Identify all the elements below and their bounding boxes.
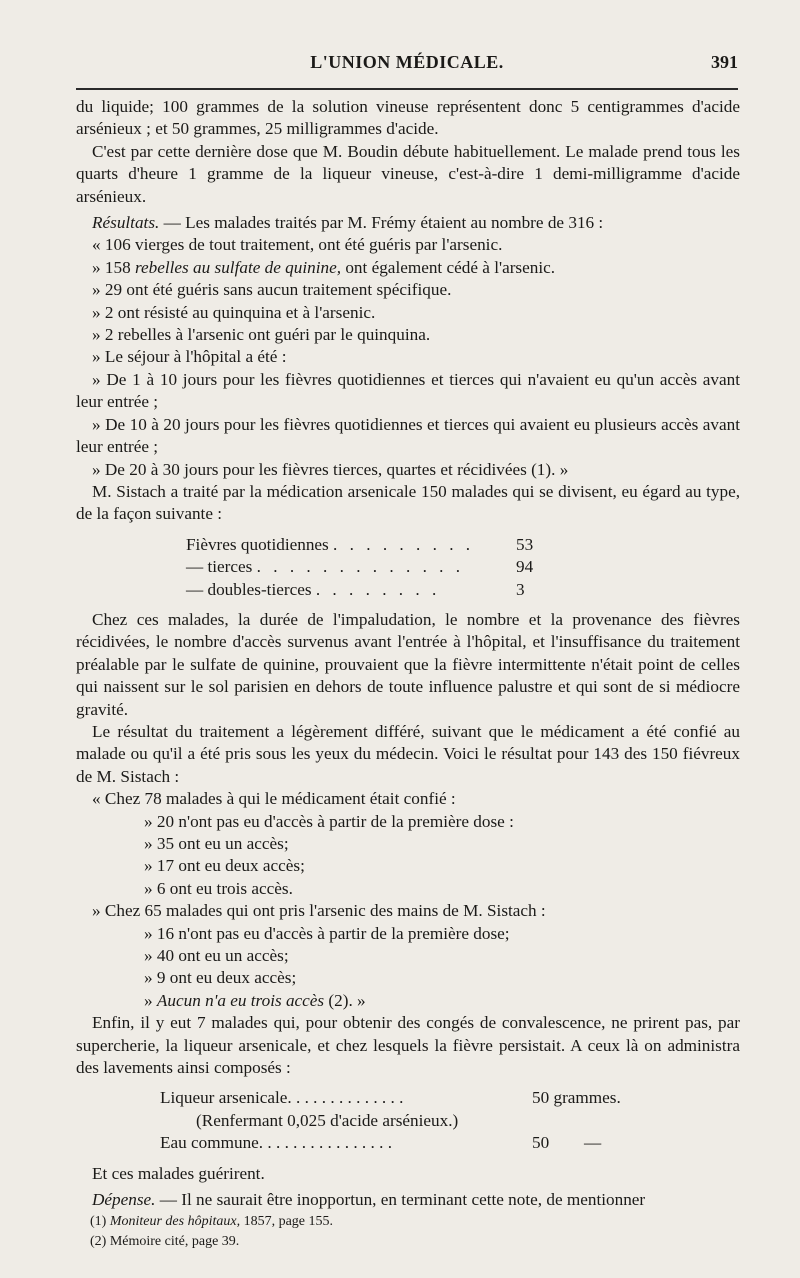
quote-prefix: »: [144, 990, 157, 1010]
quote-line: » 17 ont eu deux accès;: [144, 856, 305, 876]
quote-line: » Chez 65 malades qui ont pris l'arsenic des mains de M. Sistach :: [92, 901, 546, 921]
quote-line: [76, 990, 740, 1012]
quote-line: « 106 vierges de tout traitement, ont été guéris par l'arsenic.: [92, 235, 503, 255]
expense-paragraph: [76, 1189, 740, 1211]
formula-label: Liqueur arsenicale. . . . . . . . . . . . . .: [160, 1088, 404, 1108]
footnote-source: Moniteur des hôpitaux,: [109, 1214, 241, 1229]
quote-line: » 16 n'ont pas eu d'accès à partir de la première dose;: [144, 923, 510, 943]
tally-value: 3: [516, 579, 525, 599]
footnote: (2) Mémoire cité, page 39.: [90, 1234, 240, 1249]
quote-line: » 2 rebelles à l'arsenic ont guéri par le quinquina.: [92, 325, 431, 345]
formula-value: 50 grammes.: [532, 1088, 621, 1108]
formula-line: [76, 1132, 740, 1154]
quote-suffix: ont également cédé à l'arsenic.: [341, 257, 556, 277]
footnote: [90, 1212, 333, 1232]
formula-unit: —: [584, 1133, 602, 1153]
quote-line: » 9 ont eu deux accès;: [144, 968, 297, 988]
quote-line: » 29 ont été guéris sans aucun traitement spécifique.: [92, 280, 452, 300]
paragraph: C'est par cette dernière dose que M. Boudin débute habituellement. Le malade prend tous les quarts d'heure 1 gramme de la liqueur vineuse, c'est-à-dire 1 demi-milligramme d'acide arsénieux.: [76, 141, 740, 206]
tally-label: — tierces: [186, 557, 253, 577]
formula-label: Eau commune. . . . . . . . . . . . . . . .: [160, 1133, 392, 1153]
page-number: 391: [711, 52, 738, 72]
results-paragraph: [76, 212, 740, 234]
quote-line: » 2 ont résisté au quinquina et à l'arsenic.: [92, 302, 376, 322]
formula-value: 50: [532, 1133, 550, 1153]
quote-suffix: (2). »: [324, 990, 366, 1010]
paragraph: Chez ces malades, la durée de l'impaludation, le nombre et la provenance des fièvres récidivées, le nombre d'accès survenus avant l'entrée à l'hôpital, et l'insuffisance du traitement préalable par le sulfate de quinine, prouvaient que la fièvre intermittente n'était point de celles qui naissent sur le sol parisien en dehors de toute influence palustre et qui sont de si médiocre gravité.: [76, 609, 740, 719]
paragraph: Le résultat du traitement a légèrement différé, suivant que le médicament a été confié au malade ou qu'il a été pris sous les yeux du médecin. Voici le résultat pour 143 des 150 fiévreux de M. Sistach :: [76, 721, 740, 786]
quote-line: « Chez 78 malades à qui le médicament était confié :: [92, 789, 456, 809]
quote-line: » 35 ont eu un accès;: [144, 833, 289, 853]
footnotes: [90, 1212, 333, 1252]
paragraph: M. Sistach a traité par la médication arsenicale 150 malades qui se divisent, eu égard au type, de la façon suivante :: [76, 481, 740, 524]
spacer: [76, 1079, 740, 1087]
paragraph: Et ces malades guérirent.: [92, 1163, 265, 1183]
spacer: [76, 526, 740, 534]
tally-dots: . . . . . . . . .: [333, 534, 475, 554]
quote-prefix: » 158: [92, 257, 135, 277]
page-header: [76, 52, 738, 82]
quote-emphasis: rebelles au sulfate de quinine,: [134, 257, 342, 277]
header-rule: [76, 88, 738, 90]
quote-line: » 40 ont eu un accès;: [144, 945, 289, 965]
quote-line: » De 20 à 30 jours pour les fièvres tierces, quartes et récidivées (1). »: [92, 459, 569, 479]
quote-line: » 20 n'ont pas eu d'accès à partir de la première dose :: [144, 811, 514, 831]
tally-value: 53: [516, 534, 534, 554]
page-body: [76, 96, 740, 1211]
results-label: Résultats.: [92, 213, 160, 233]
expense-text: — Il ne saurait être inopportun, en terminant cette note, de mentionner: [155, 1190, 646, 1209]
tally-dots: . . . . . . . . . . . . .: [256, 557, 465, 577]
quote-line: » De 10 à 20 jours pour les fièvres quotidiennes et tierces qui avaient eu plusieurs accès avant leur entrée ;: [76, 414, 740, 457]
results-text: — Les malades traités par M. Frémy étaient au nombre de 316 :: [159, 213, 604, 233]
tally-value: 94: [516, 557, 534, 577]
quote-emphasis: Aucun n'a eu trois accès: [156, 990, 325, 1010]
tally-row: [76, 534, 740, 556]
spacer: [76, 601, 740, 609]
tally-row: [76, 556, 740, 578]
quote-line: » De 1 à 10 jours pour les fièvres quotidiennes et tierces qui n'avaient eu qu'un accès avant leur entrée ;: [76, 369, 740, 412]
paragraph: Enfin, il y eut 7 malades qui, pour obtenir des congés de convalescence, ne prirent pas, par supercherie, la liqueur arsenicale, et chez lesquels la fièvre persistait. A ceux là on administra des lavements ainsi composés :: [76, 1013, 740, 1078]
footnote-number: (1): [90, 1214, 110, 1229]
quote-line: » Le séjour à l'hôpital a été :: [92, 347, 287, 367]
quote-line: » 6 ont eu trois accès.: [144, 878, 293, 898]
expense-label: Dépense.: [92, 1190, 156, 1209]
tally-label: Fièvres quotidiennes: [186, 534, 329, 554]
tally-dots: . . . . . . . .: [315, 579, 441, 599]
formula-line: [76, 1087, 740, 1109]
formula-line: [76, 1110, 740, 1132]
tally-row: [76, 579, 740, 601]
spacer: [76, 1155, 740, 1163]
footnote-detail: 1857, page 155.: [240, 1214, 334, 1229]
running-title: L'UNION MÉDICALE.: [310, 52, 504, 72]
tally-label: — doubles-tierces: [186, 579, 312, 599]
formula-note: (Renfermant 0,025 d'acide arsénieux.): [196, 1110, 459, 1130]
paragraph: du liquide; 100 grammes de la solution vineuse représentent donc 5 centigrammes d'acide arsénieux ; et 50 grammes, 25 milligrammes d'acide.: [76, 97, 740, 139]
quote-line: [76, 257, 740, 279]
